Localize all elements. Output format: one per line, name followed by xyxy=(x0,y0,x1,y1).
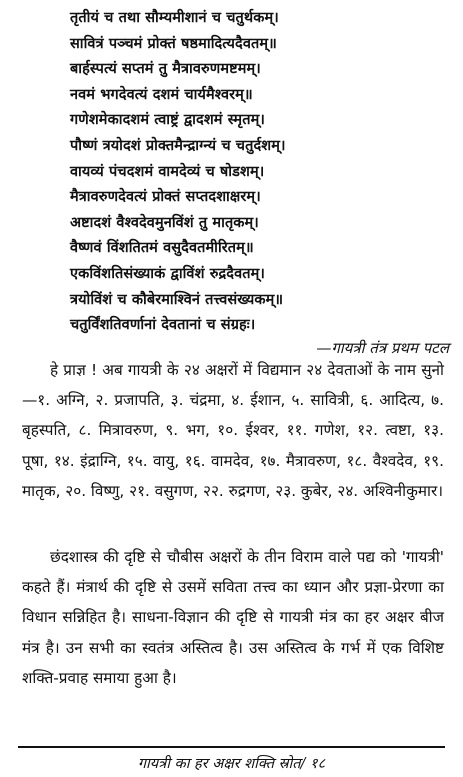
verse-line: मैत्रावरुणदेवत्यं प्रोक्तं सप्तदशाक्षरम्। xyxy=(70,189,261,206)
verse-line: बार्हस्पत्यं सप्तमं तु मैत्रावरुणमष्टमम्। xyxy=(70,61,261,78)
verse-line: एकविंशतिसंख्याकं द्वाविंशं रुद्रदैवतम्। xyxy=(70,265,265,282)
paragraph-text: हे प्राज्ञ ! अब गायत्री के २४ अक्षरों में विद्यमान २४ देवताओं के नाम सुनो—१. अग्नि, २. प्रजापति, ३. चंद्रमा, ४. ईशान, ५. सावित्री, ६. आदित्य, ७. बृहस्पति, ८. मित्रावरुण, ९. भग, १०. ईश्वर, ११. गणेश, १२. त्वष्टा, १३. पूषा, १४. इंद्राग्नि, १५. वायु, १६. वामदेव, १७. मैत्रावरुण, १८. वैश्वदेव, १९. मातृक, २०. विष्णु, २१. वसुगण, २२. रुद्रगण, २३. कुबेर, २४. अश्विनीकुमार। xyxy=(22,361,444,500)
verse-line: तृतीयं च तथा सौम्यमीशानं च चतुर्थकम्। xyxy=(70,10,279,26)
verse-line: वैष्णवं विंशतितमं वसुदैवतमीरितम्॥ xyxy=(70,240,254,257)
verse-line: पौष्णं त्रयोदशं प्रोक्तमैन्द्राग्न्यं च चतुर्दशम्। xyxy=(70,137,286,154)
body-paragraph-gayatri xyxy=(22,542,444,693)
verse-line: गणेशमेकादशमं त्वाष्ट्रं द्वादशमं स्मृतम्। xyxy=(70,112,265,129)
verse-line: नवमं भगदेवत्यं दशमं चार्यमैश्वरम्॥ xyxy=(70,86,253,103)
footer-divider xyxy=(18,746,445,748)
paragraph-text: छंदशास्त्र की दृष्टि से चौबीस अक्षरों के तीन विराम वाले पद्य को 'गायत्री' कहते हैं। मंत्रार्थ की दृष्टि से उसमें सविता तत्त्व का ध्यान और प्रज्ञा-प्रेरणा का विधान सन्निहित है। साधना-विज्ञान की दृष्टि से गायत्री मंत्र का हर अक्षर बीज मंत्र है। उन सभी का स्वतंत्र अस्तित्व है। उस अस्तित्व के गर्भ में एक विशिष्ट शक्ति-प्रवाह समाया हुआ है। xyxy=(22,548,444,687)
verse-line: अष्टादशं वैश्वदेवमुनविंशं तु मातृकम्। xyxy=(70,214,259,231)
verse-line: वायव्यं पंचदशमं वामदेव्यं च षोडशम्। xyxy=(70,163,265,180)
verse-line: सावित्रं पञ्चमं प्रोक्तं षष्ठमादित्यदैवतम्॥ xyxy=(70,35,277,52)
sanskrit-verse-block xyxy=(70,6,450,339)
source-attribution: —गायत्री तंत्र प्रथम पटल xyxy=(316,339,449,357)
verse-line: त्रयोविंशं च कौबेरमाश्विनं तत्त्वसंख्यकम्॥ xyxy=(70,291,284,308)
page-footer: गायत्री का हर अक्षर शक्ति स्रोत/ १८ xyxy=(137,756,326,772)
verse-line: चतुर्विंशतिवर्णानां देवतानां च संग्रहः। xyxy=(70,317,256,334)
body-paragraph-deities xyxy=(22,355,444,506)
